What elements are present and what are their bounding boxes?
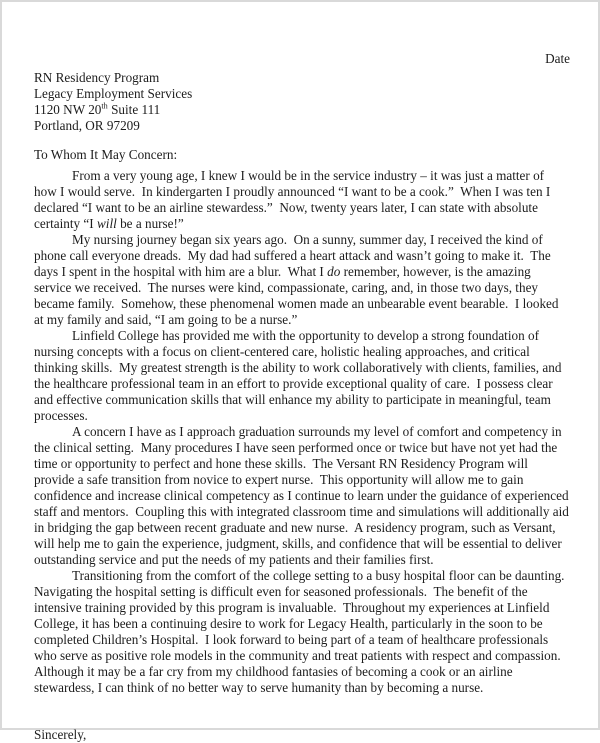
address-line-company: Legacy Employment Services (34, 86, 193, 101)
paragraph (34, 232, 570, 328)
address-line-street (34, 102, 570, 118)
street-suite: Suite 111 (107, 102, 161, 117)
paragraph (34, 424, 573, 568)
text-run: From a very young age, I knew I would be in the service industry – it was just a matter of how I would serve. In kindergarten I proudly announced “I want to be a cook.” When I was ten I declared “I want to be an airline stewardess.” Now, twenty years later, I can state with absolute certainty “I (34, 168, 554, 231)
paragraph (34, 168, 570, 232)
date-label: Date (545, 51, 570, 66)
recipient-address (34, 70, 570, 134)
text-run: remember, however, is the amazing service we received. The nurses were kind, compassionate, caring, and, in those two days, they became family. Somehow, these phenomenal women made an unbearable event bearable. I looked at my family and said, “I am going to be a nurse.” (34, 264, 562, 327)
street-ordinal-suffix: th (101, 101, 108, 111)
salutation: To Whom It May Concern: (34, 147, 178, 162)
address-line-program: RN Residency Program (34, 70, 160, 85)
text-run: Linfield College has provided me with the opportunity to develop a strong foundation of nursing concepts with a focus on client-centered care, holistic healing approaches, and critical thinking skills. My greatest strength is the ability to work collaboratively with clients, families, and the healthcare professional team in an effort to provide exceptional quality of care. I possess clear and effective communication skills that will enhance my ability to participate in meaningful, team processes. (34, 328, 565, 423)
text-run: be a nurse!” (116, 216, 184, 231)
closing: Sincerely, (34, 727, 87, 742)
street-number: 1120 NW 20 (34, 102, 102, 117)
paragraph (34, 568, 570, 696)
italic-text-run: do (327, 264, 341, 279)
paragraph (34, 328, 570, 424)
text-run: My nursing journey began six years ago. On a sunny, summer day, I received the kind of phone call everyone dreads. My dad had suffered a heart attack and wasn’t going to make it. The days I spent in the hospital with him are a blur. What I (34, 232, 554, 279)
date-line (34, 51, 570, 67)
italic-text-run: will (96, 216, 117, 231)
text-run: A concern I have as I approach graduation surrounds my level of comfort and competency in the clinical setting. Many procedures I have seen performed once or twice but have not yet had the time or opportunity to perfect and hone these skills. The Versant RN Residency Program will provide a safe transition from novice to expert nurse. This opportunity will allow me to gain confidence and increase clinical competency as I continue to learn under the guidance of experienced staff and mentors. Coupling this with integrated classroom time and simulations will additionally aid in bridging the gap between recent graduate and new nurse. A residency program, such as Versant, will help me to gain the experience, judgment, skills, and confidence that will be essential to deliver outstanding service and put the needs of my patients and their families first. (34, 424, 573, 567)
text-run: Transitioning from the comfort of the college setting to a busy hospital floor can be daunting. Navigating the hospital setting is difficult even for seasoned professionals. The benefit of the intensive training provided by this program is invaluable. Throughout my experiences at Linfield College, it has been a continuing desire to work for Legacy Health, particularly in the soon to be completed Children’s Hospital. I look forward to being part of a team of healthcare professionals who serve as positive role models in the community and treat patients with respect and compassion. Although it may be a far cry from my childhood fantasies of becoming a cook or an airline stewardess, I can think of no better way to serve humanity than by becoming a nurse. (34, 568, 572, 695)
letter-body (34, 168, 573, 696)
address-line-city: Portland, OR 97209 (34, 118, 140, 133)
